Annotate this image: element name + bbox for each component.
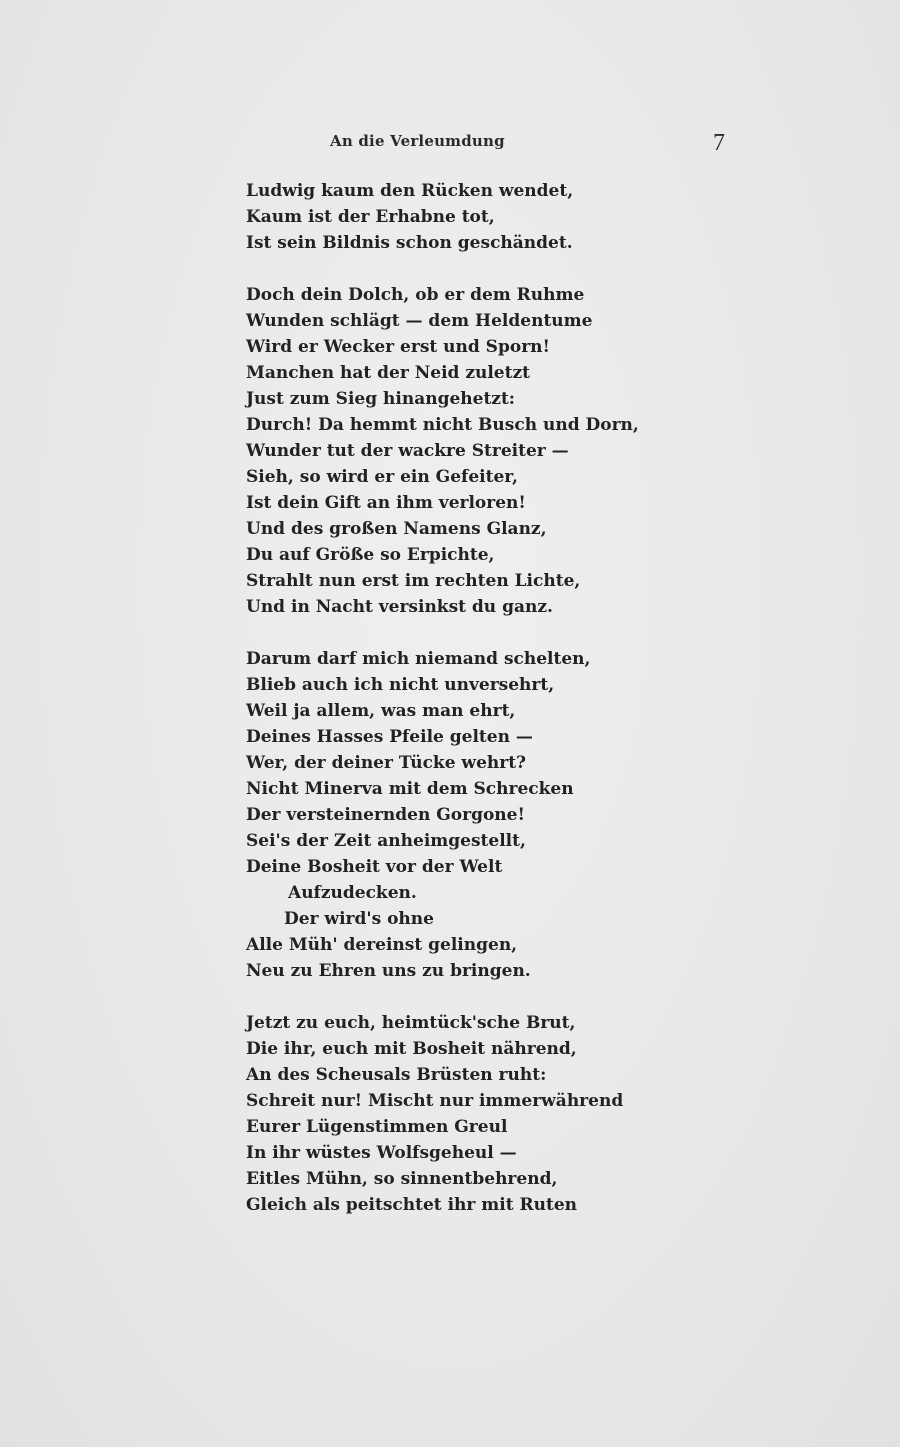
poem-line: Die ihr, euch mit Bosheit nährend, xyxy=(246,1039,577,1059)
poem-line-indented: Der wird's ohne xyxy=(284,909,434,929)
stanza xyxy=(246,646,666,984)
poem-line: Wer, der deiner Tücke wehrt? xyxy=(246,753,527,773)
poem-line: Weil ja allem, was man ehrt, xyxy=(246,701,516,721)
poem-line: Ist dein Gift an ihm verloren! xyxy=(246,493,526,513)
stanza xyxy=(246,178,666,256)
poem-line: Eitles Mühn, so sinnentbehrend, xyxy=(246,1169,558,1189)
poem-line: Strahlt nun erst im rechten Lichte, xyxy=(246,571,581,591)
stanza-gap xyxy=(246,984,666,1010)
poem-line-indented: Aufzudecken. xyxy=(288,883,417,903)
poem-line: Jetzt zu euch, heimtück'sche Brut, xyxy=(246,1013,576,1033)
poem-line: Manchen hat der Neid zuletzt xyxy=(246,363,530,383)
poem-line: Wunden schlägt — dem Heldentume xyxy=(246,311,593,331)
poem-line: An des Scheusals Brüsten ruht: xyxy=(246,1065,547,1085)
poem-line: Schreit nur! Mischt nur immerwährend xyxy=(246,1091,624,1111)
stanza-gap xyxy=(246,620,666,646)
stanza-gap xyxy=(246,256,666,282)
poem-line: Du auf Größe so Erpichte, xyxy=(246,545,495,565)
poem-line: Eurer Lügenstimmen Greul xyxy=(246,1117,508,1137)
poem-line: Blieb auch ich nicht unversehrt, xyxy=(246,675,555,695)
poem-body xyxy=(246,178,666,1218)
poem-line: Ist sein Bildnis schon geschändet. xyxy=(246,233,573,253)
poem-line: Neu zu Ehren uns zu bringen. xyxy=(246,961,531,981)
running-title: An die Verleumdung xyxy=(330,132,505,150)
poem-line: Der versteinernden Gorgone! xyxy=(246,805,525,825)
poem-line: Just zum Sieg hinangehetzt: xyxy=(246,389,516,409)
poem-line: Gleich als peitschtet ihr mit Ruten xyxy=(246,1195,578,1215)
poem-line: Durch! Da hemmt nicht Busch und Dorn, xyxy=(246,415,639,435)
poem-line: Wunder tut der wackre Streiter — xyxy=(246,441,569,461)
poem-line: Kaum ist der Erhabne tot, xyxy=(246,207,495,227)
poem-line: Alle Müh' dereinst gelingen, xyxy=(246,935,518,955)
poem-line: Deine Bosheit vor der Welt xyxy=(246,857,503,877)
poem-line: Deines Hasses Pfeile gelten — xyxy=(246,727,533,747)
poem-line: Doch dein Dolch, ob er dem Ruhme xyxy=(246,285,585,305)
poem-line: Wird er Wecker erst und Sporn! xyxy=(246,337,550,357)
poem-line: Und des großen Namens Glanz, xyxy=(246,519,547,539)
poem-line: Und in Nacht versinkst du ganz. xyxy=(246,597,553,617)
page-number: 7 xyxy=(713,130,725,156)
poem-line: Sei's der Zeit anheimgestellt, xyxy=(246,831,526,851)
poem-line: Nicht Minerva mit dem Schrecken xyxy=(246,779,574,799)
stanza xyxy=(246,1010,666,1218)
stanza xyxy=(246,282,666,620)
poem-line: Darum darf mich niemand schelten, xyxy=(246,649,591,669)
poem-line: In ihr wüstes Wolfsgeheul — xyxy=(246,1143,517,1163)
poem-line: Ludwig kaum den Rücken wendet, xyxy=(246,181,574,201)
poem-line: Sieh, so wird er ein Gefeiter, xyxy=(246,467,518,487)
